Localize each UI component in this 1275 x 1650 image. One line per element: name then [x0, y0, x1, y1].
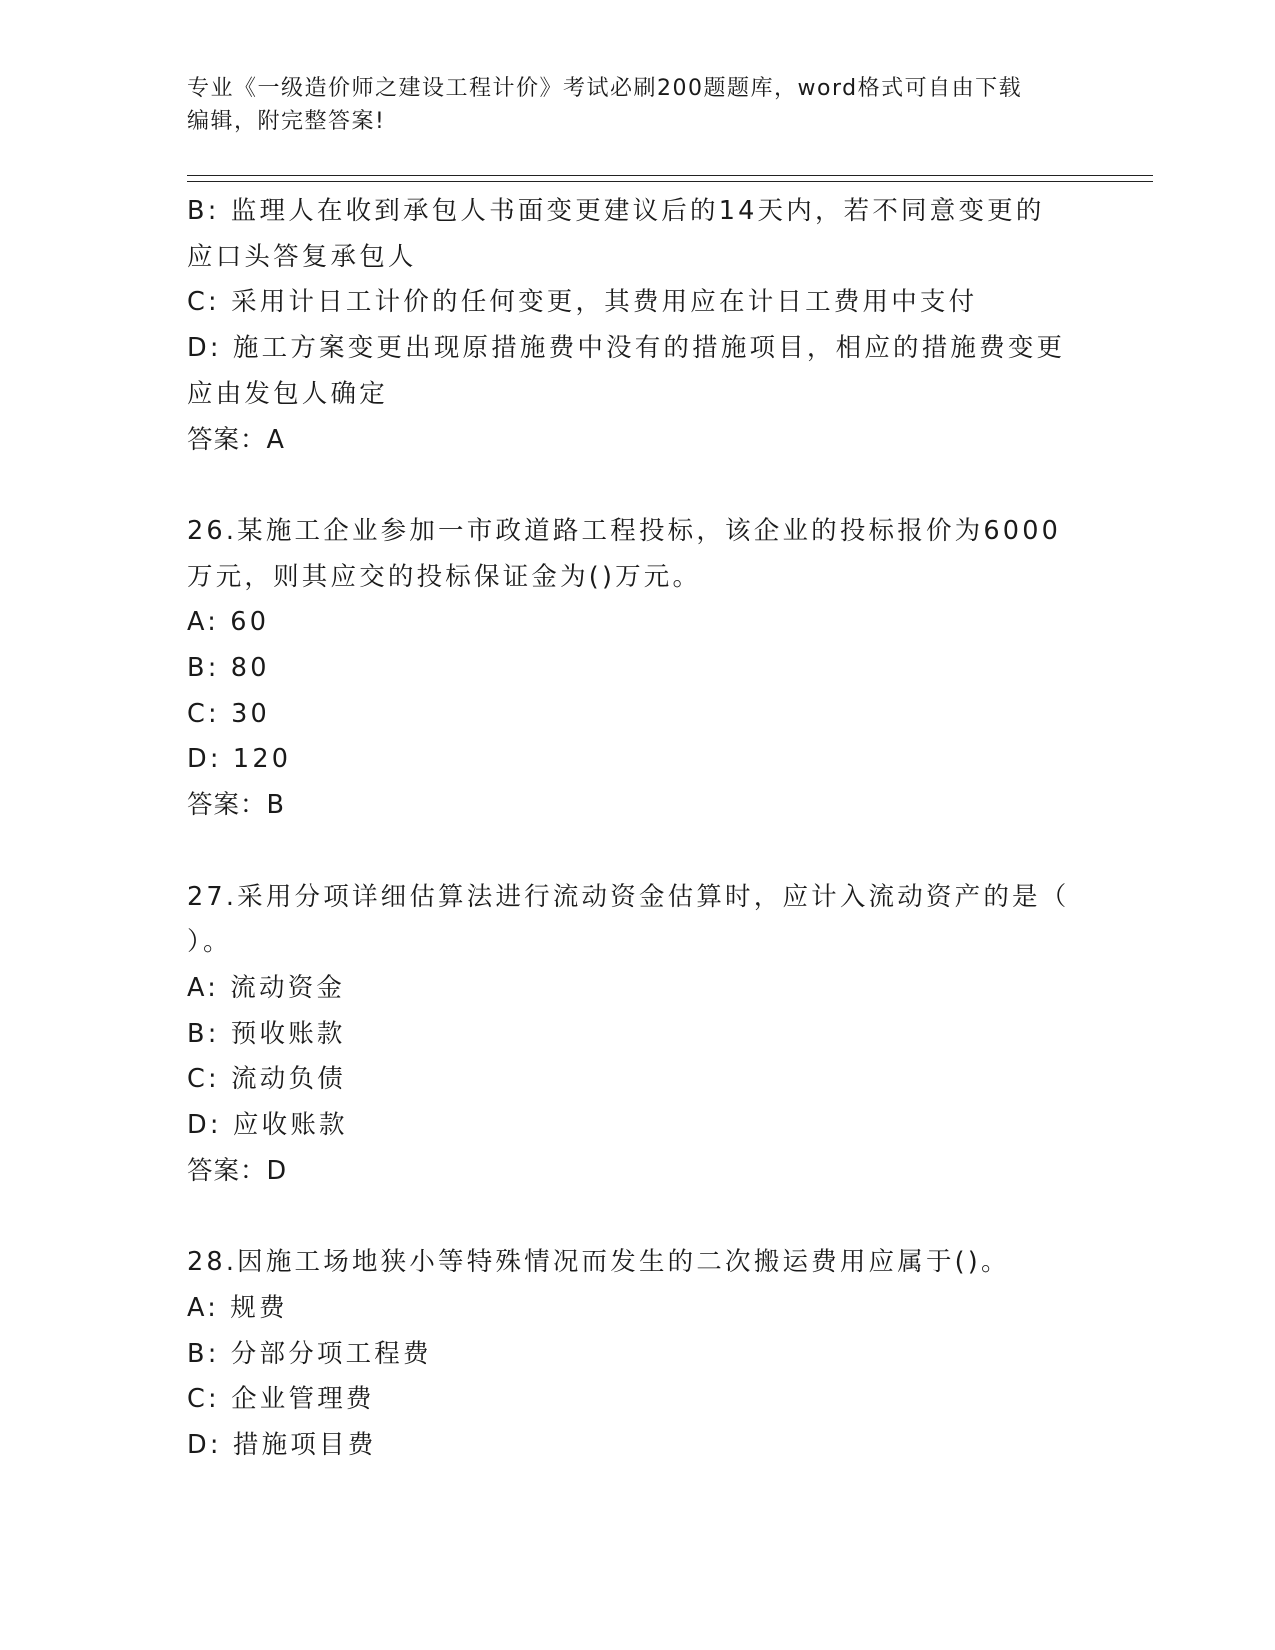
option-b: B: 监理人在收到承包人书面变更建议后的14天内，若不同意变更的	[187, 196, 1045, 226]
option-b: B: 分部分项工程费	[187, 1338, 432, 1369]
option-d: D: 施工方案变更出现原措施费中没有的措施项目，相应的措施费变更	[187, 333, 1066, 364]
question-stem-continued: 万元，则其应交的投标保证金为()万元。	[187, 561, 702, 592]
spacer	[187, 463, 1087, 509]
question-stem-continued: ）。	[187, 927, 232, 958]
answer-label: 答案：B	[187, 790, 285, 821]
question-block-27	[187, 875, 1087, 1195]
option-c: C: 30	[187, 698, 270, 729]
option-c: C: 企业管理费	[187, 1384, 375, 1415]
spacer	[187, 829, 1087, 875]
document-header	[187, 72, 1067, 138]
question-stem: 27.采用分项详细估算法进行流动资金估算时，应计入流动资产的是（	[187, 881, 1070, 912]
answer-label: 答案：D	[187, 1155, 288, 1186]
question-block-26	[187, 509, 1087, 829]
option-d: D: 120	[187, 744, 292, 775]
spacer	[187, 1194, 1087, 1240]
option-d: D: 措施项目费	[187, 1429, 377, 1460]
option-a: A: 流动资金	[187, 972, 346, 1003]
option-c: C: 采用计日工计价的任何变更，其费用应在计日工费用中支付	[187, 287, 978, 318]
question-list	[187, 189, 1087, 1469]
option-a: A: 60	[187, 607, 270, 638]
option-b: B: 80	[187, 653, 270, 684]
option-d: D: 应收账款	[187, 1110, 348, 1141]
option-c: C: 流动负债	[187, 1064, 346, 1095]
question-stem: 28.因施工场地狭小等特殊情况而发生的二次搬运费用应属于()。	[187, 1247, 1010, 1278]
header-divider	[187, 175, 1153, 176]
option-b-continued: 应口头答复承包人	[187, 241, 417, 272]
answer-label: 答案：A	[187, 424, 285, 455]
option-d-continued: 应由发包人确定	[187, 378, 388, 409]
question-block-28	[187, 1240, 1087, 1469]
header-title-line: 编辑，附完整答案!	[187, 109, 386, 134]
header-divider	[187, 181, 1153, 182]
header-title-line: 专业《一级造价师之建设工程计价》考试必刷200题题库，word格式可自由下载	[187, 76, 1023, 101]
option-a: A: 规费	[187, 1292, 288, 1323]
question-block-25	[187, 189, 1087, 463]
question-stem: 26.某施工企业参加一市政道路工程投标，该企业的投标报价为6000	[187, 515, 1062, 546]
option-b: B: 预收账款	[187, 1018, 346, 1049]
